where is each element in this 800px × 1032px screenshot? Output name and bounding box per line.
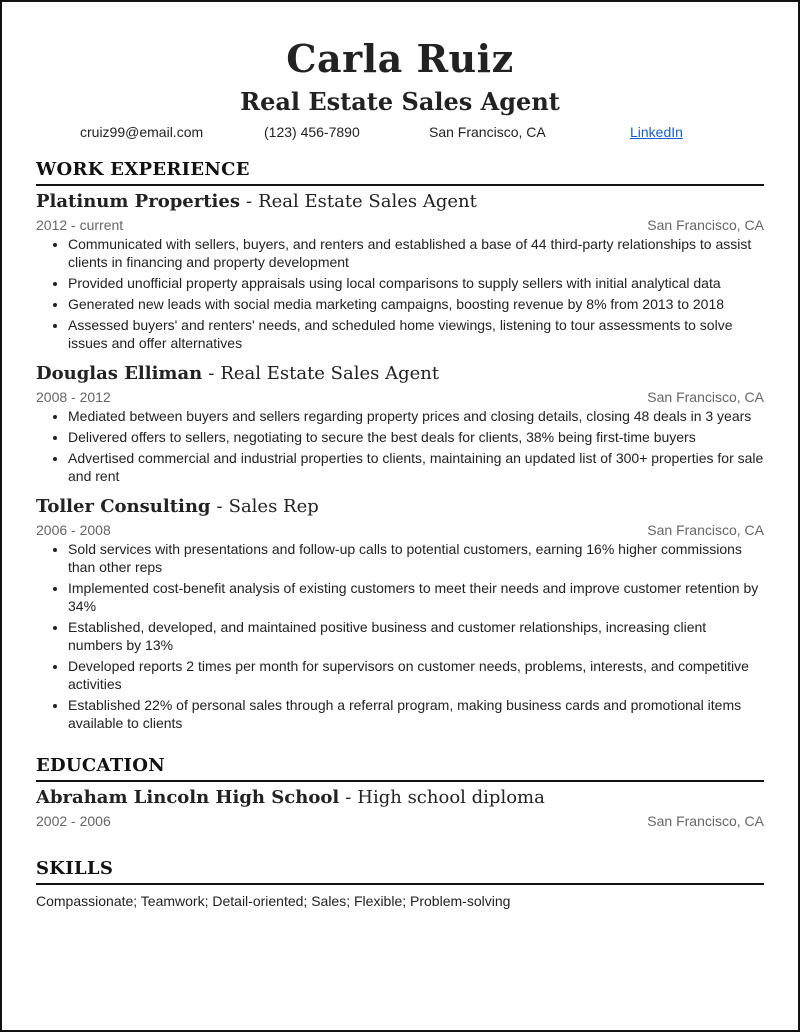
job-location: San Francisco, CA — [647, 389, 764, 405]
education-school: Abraham Lincoln High School — [36, 787, 340, 808]
list-item: • Provided unofficial property appraisals using local comparisons to supply sellers with initial analytical data — [68, 274, 764, 292]
work-experience-section — [36, 158, 764, 732]
job-meta — [36, 215, 764, 235]
linkedin-link[interactable]: LinkedIn — [630, 124, 683, 140]
education-separator: - — [345, 787, 352, 808]
job-bullets — [36, 235, 764, 352]
job-bullets — [36, 540, 764, 732]
job-position: Sales Rep — [228, 496, 319, 517]
contact-phone: (123) 456-7890 — [264, 124, 360, 140]
contact-location: San Francisco, CA — [429, 124, 546, 140]
job-entry — [36, 190, 764, 352]
list-item: • Mediated between buyers and sellers regarding property prices and closing details, closing 48 deals in 3 years — [68, 407, 764, 425]
list-item: • Generated new leads with social media marketing campaigns, boosting revenue by 8% from 2013 to 2018 — [68, 295, 764, 313]
job-meta — [36, 520, 764, 540]
job-dates: 2012 - current — [36, 217, 124, 233]
education-location: San Francisco, CA — [647, 813, 764, 829]
list-item: • Communicated with sellers, buyers, and renters and established a base of 44 third-party relationships to assist clients in financing and property development — [68, 235, 764, 271]
job-heading — [36, 495, 764, 519]
job-company: Platinum Properties — [36, 191, 240, 212]
education-dates: 2002 - 2006 — [36, 813, 111, 829]
list-item: • Delivered offers to sellers, negotiating to secure the best deals for clients, 38% being first-time buyers — [68, 428, 764, 446]
list-item: • Assessed buyers' and renters' needs, and scheduled home viewings, listening to tour assessments to solve issues and offer alternatives — [68, 316, 764, 352]
job-heading — [36, 190, 764, 214]
candidate-role: Real Estate Sales Agent — [240, 87, 560, 116]
job-location: San Francisco, CA — [647, 217, 764, 233]
contact-row — [36, 122, 764, 146]
job-dates: 2006 - 2008 — [36, 522, 111, 538]
job-separator: - — [208, 363, 215, 384]
skills-section — [36, 857, 764, 911]
job-dates: 2008 - 2012 — [36, 389, 111, 405]
candidate-name: Carla Ruiz — [286, 36, 514, 81]
job-position: Real Estate Sales Agent — [258, 191, 477, 212]
job-separator: - — [216, 496, 223, 517]
job-entry — [36, 362, 764, 485]
job-meta — [36, 387, 764, 407]
education-heading — [36, 786, 764, 810]
job-company: Douglas Elliman — [36, 363, 203, 384]
job-location: San Francisco, CA — [647, 522, 764, 538]
job-company: Toller Consulting — [36, 496, 211, 517]
job-heading — [36, 362, 764, 386]
skills-list: Compassionate; Teamwork; Detail-oriented; Sales; Flexible; Problem-solving — [36, 893, 511, 909]
education-degree: High school diploma — [357, 787, 545, 808]
education-meta — [36, 811, 764, 831]
section-title-education: EDUCATION — [36, 754, 764, 782]
education-section — [36, 754, 764, 831]
section-title-skills: SKILLS — [36, 857, 764, 885]
job-separator: - — [245, 191, 253, 212]
list-item: • Developed reports 2 times per month for supervisors on customer needs, problems, interests, and competitive activities — [68, 657, 764, 693]
job-position: Real Estate Sales Agent — [220, 363, 440, 384]
contact-email: cruiz99@email.com — [80, 124, 204, 140]
list-item: • Advertised commercial and industrial properties to clients, maintaining an updated list of 300+ properties for sale and rent — [68, 449, 764, 485]
list-item: • Established, developed, and maintained positive business and customer relationships, increasing client numbers by 13% — [68, 618, 764, 654]
job-bullets — [36, 407, 764, 485]
list-item: • Implemented cost-benefit analysis of existing customers to meet their needs and improve customer retention by 34% — [68, 579, 764, 615]
list-item: • Sold services with presentations and follow-up calls to potential customers, earning 16% higher commissions than other reps — [68, 540, 764, 576]
list-item: • Established 22% of personal sales through a referral program, making business cards and promotional items available to clients — [68, 696, 764, 732]
job-entry — [36, 495, 764, 732]
section-title-work: WORK EXPERIENCE — [36, 158, 764, 186]
